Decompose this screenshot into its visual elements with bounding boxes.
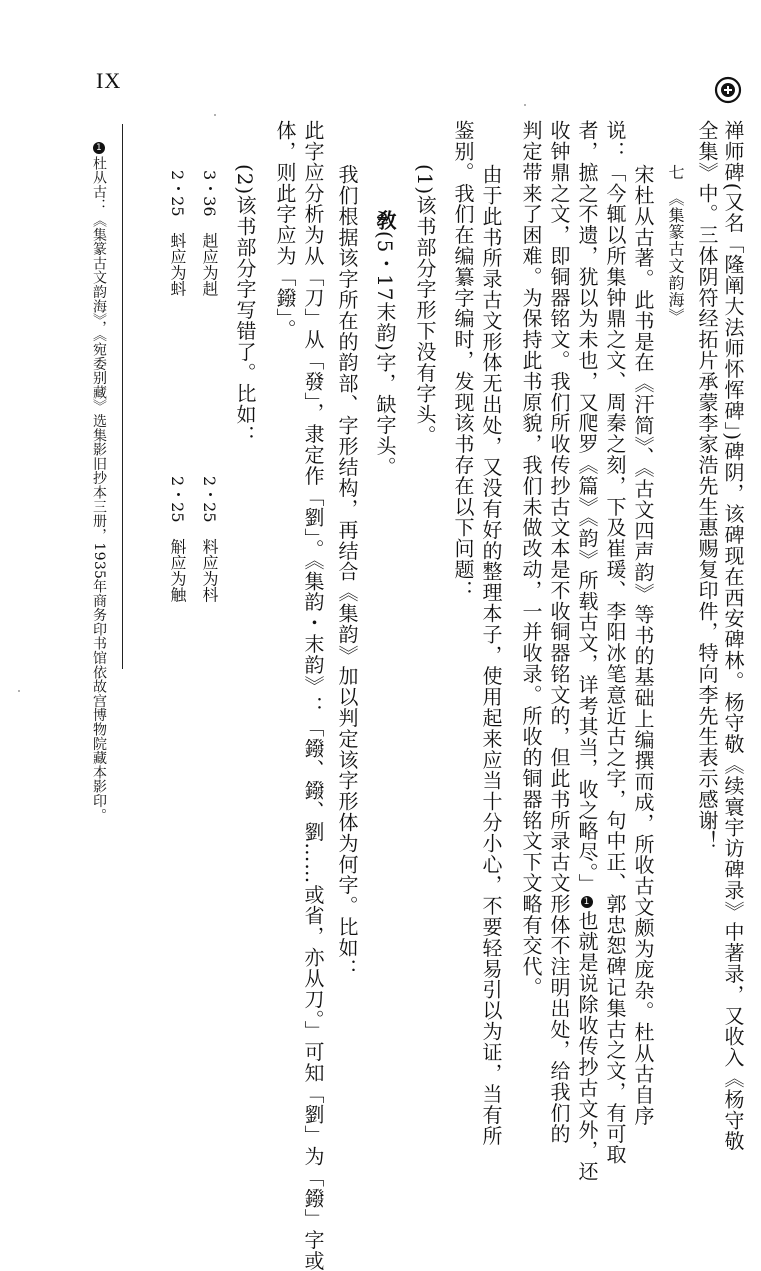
scan-speck: [18, 690, 20, 692]
text-column-6: [574, 120, 600, 1182]
text-column-15: 体，则此字应为「鏺」。: [273, 120, 297, 340]
section-heading: 七 《集篆古文韵海》: [666, 164, 685, 325]
correction-row-3: 2・25 料应为枓: [200, 476, 219, 603]
quote-text: 者，摭之不遗，犹以为未也，又爬罗《篇》《韵》所载古文，详考其当，收之略尽。」: [575, 120, 599, 895]
text-column-16: (2)该书部分字写错了。比如：: [233, 164, 257, 446]
quote-continuation: 也就是说除收传抄古文外，还: [575, 910, 599, 1182]
text-column-9: 由于此书所录古文形体无出处，又没有好的整理本子，使用起来应当十分小心，不要轻易引以为证，当有所: [479, 164, 503, 1147]
publisher-logo-icon: [714, 76, 742, 104]
correction-row-4: 2・25 斛应为触: [168, 476, 187, 603]
example-glyph-text: (5・17末韵)字，缺字头。: [373, 230, 397, 478]
footnote: [86, 140, 112, 822]
page-number: IX: [96, 68, 122, 93]
text-column-5: 说：「今辄以所集钟鼎之文、周秦之刻，下及崔瑗、李阳冰笔意近古之字，句中正、郭忠恕碑记集古之文，有可取: [603, 120, 627, 1165]
example-glyph-row: [372, 210, 398, 477]
text-column-1: 禅师碑(又名「隆阐大法师怀恽碑」)碑阴，该碑现在西安碑林。杨守敬《续寰宇访碑录》中著录，又收入《杨守敬: [721, 120, 745, 1152]
footnote-divider: [122, 124, 123, 669]
text-column-14: 此字应分析为从「刀」从「發」，隶定作「劉」。《集韵・末韵》：「鏺、鏺、劉……或省，亦从刀。」可知「劉」为「鏺」字或: [301, 120, 325, 1271]
text-column-4: 宋杜从古著。此书是在《汗简》、《古文四声韵》等书的基础上编撰而成，所收古文颇为庞杂。杜从古自序: [631, 164, 655, 1127]
text-column-2: 全集》中。三体阴符经拓片承蒙李家浩先生惠赐复印件，特向李先生表示感谢！: [695, 120, 719, 852]
correction-row-2: 2・25 蚪应为蚪: [168, 170, 187, 297]
footnote-marker-ref: 1: [581, 896, 593, 908]
correction-row-1: 3・36 赳应为赳: [200, 170, 219, 297]
text-column-11: (1)该书部分字形下没有字头。: [413, 164, 437, 446]
scan-speck: [214, 114, 216, 116]
text-column-13: 我们根据该字所在的韵部、字形结构，再结合《集韵》加以判定该字形体为何字。比如：: [335, 164, 359, 980]
text-column-7: 收钟鼎之文，即铜器铭文。我们所收传抄古文本是不收铜器铭文的，但此书所录古文形体不注明出处，给我们的: [547, 120, 571, 1145]
ancient-glyph-icon: 敎: [373, 210, 397, 231]
footnote-marker: 1: [93, 142, 105, 154]
scan-speck: [524, 104, 526, 106]
text-column-8: 判定带来了困难。为保持此书原貌，我们未做改动，一并收录。所收的铜器铭文下文略有交代。: [519, 120, 543, 998]
footnote-text: 杜从古：《集篆古文韵海》，《宛委别藏》选集影旧抄本三册，1935年商务印书馆依故宫博物院藏本影印。: [91, 156, 107, 823]
text-column-10: 鉴别。我们在编纂字编时，发现该书存在以下问题：: [451, 120, 475, 601]
